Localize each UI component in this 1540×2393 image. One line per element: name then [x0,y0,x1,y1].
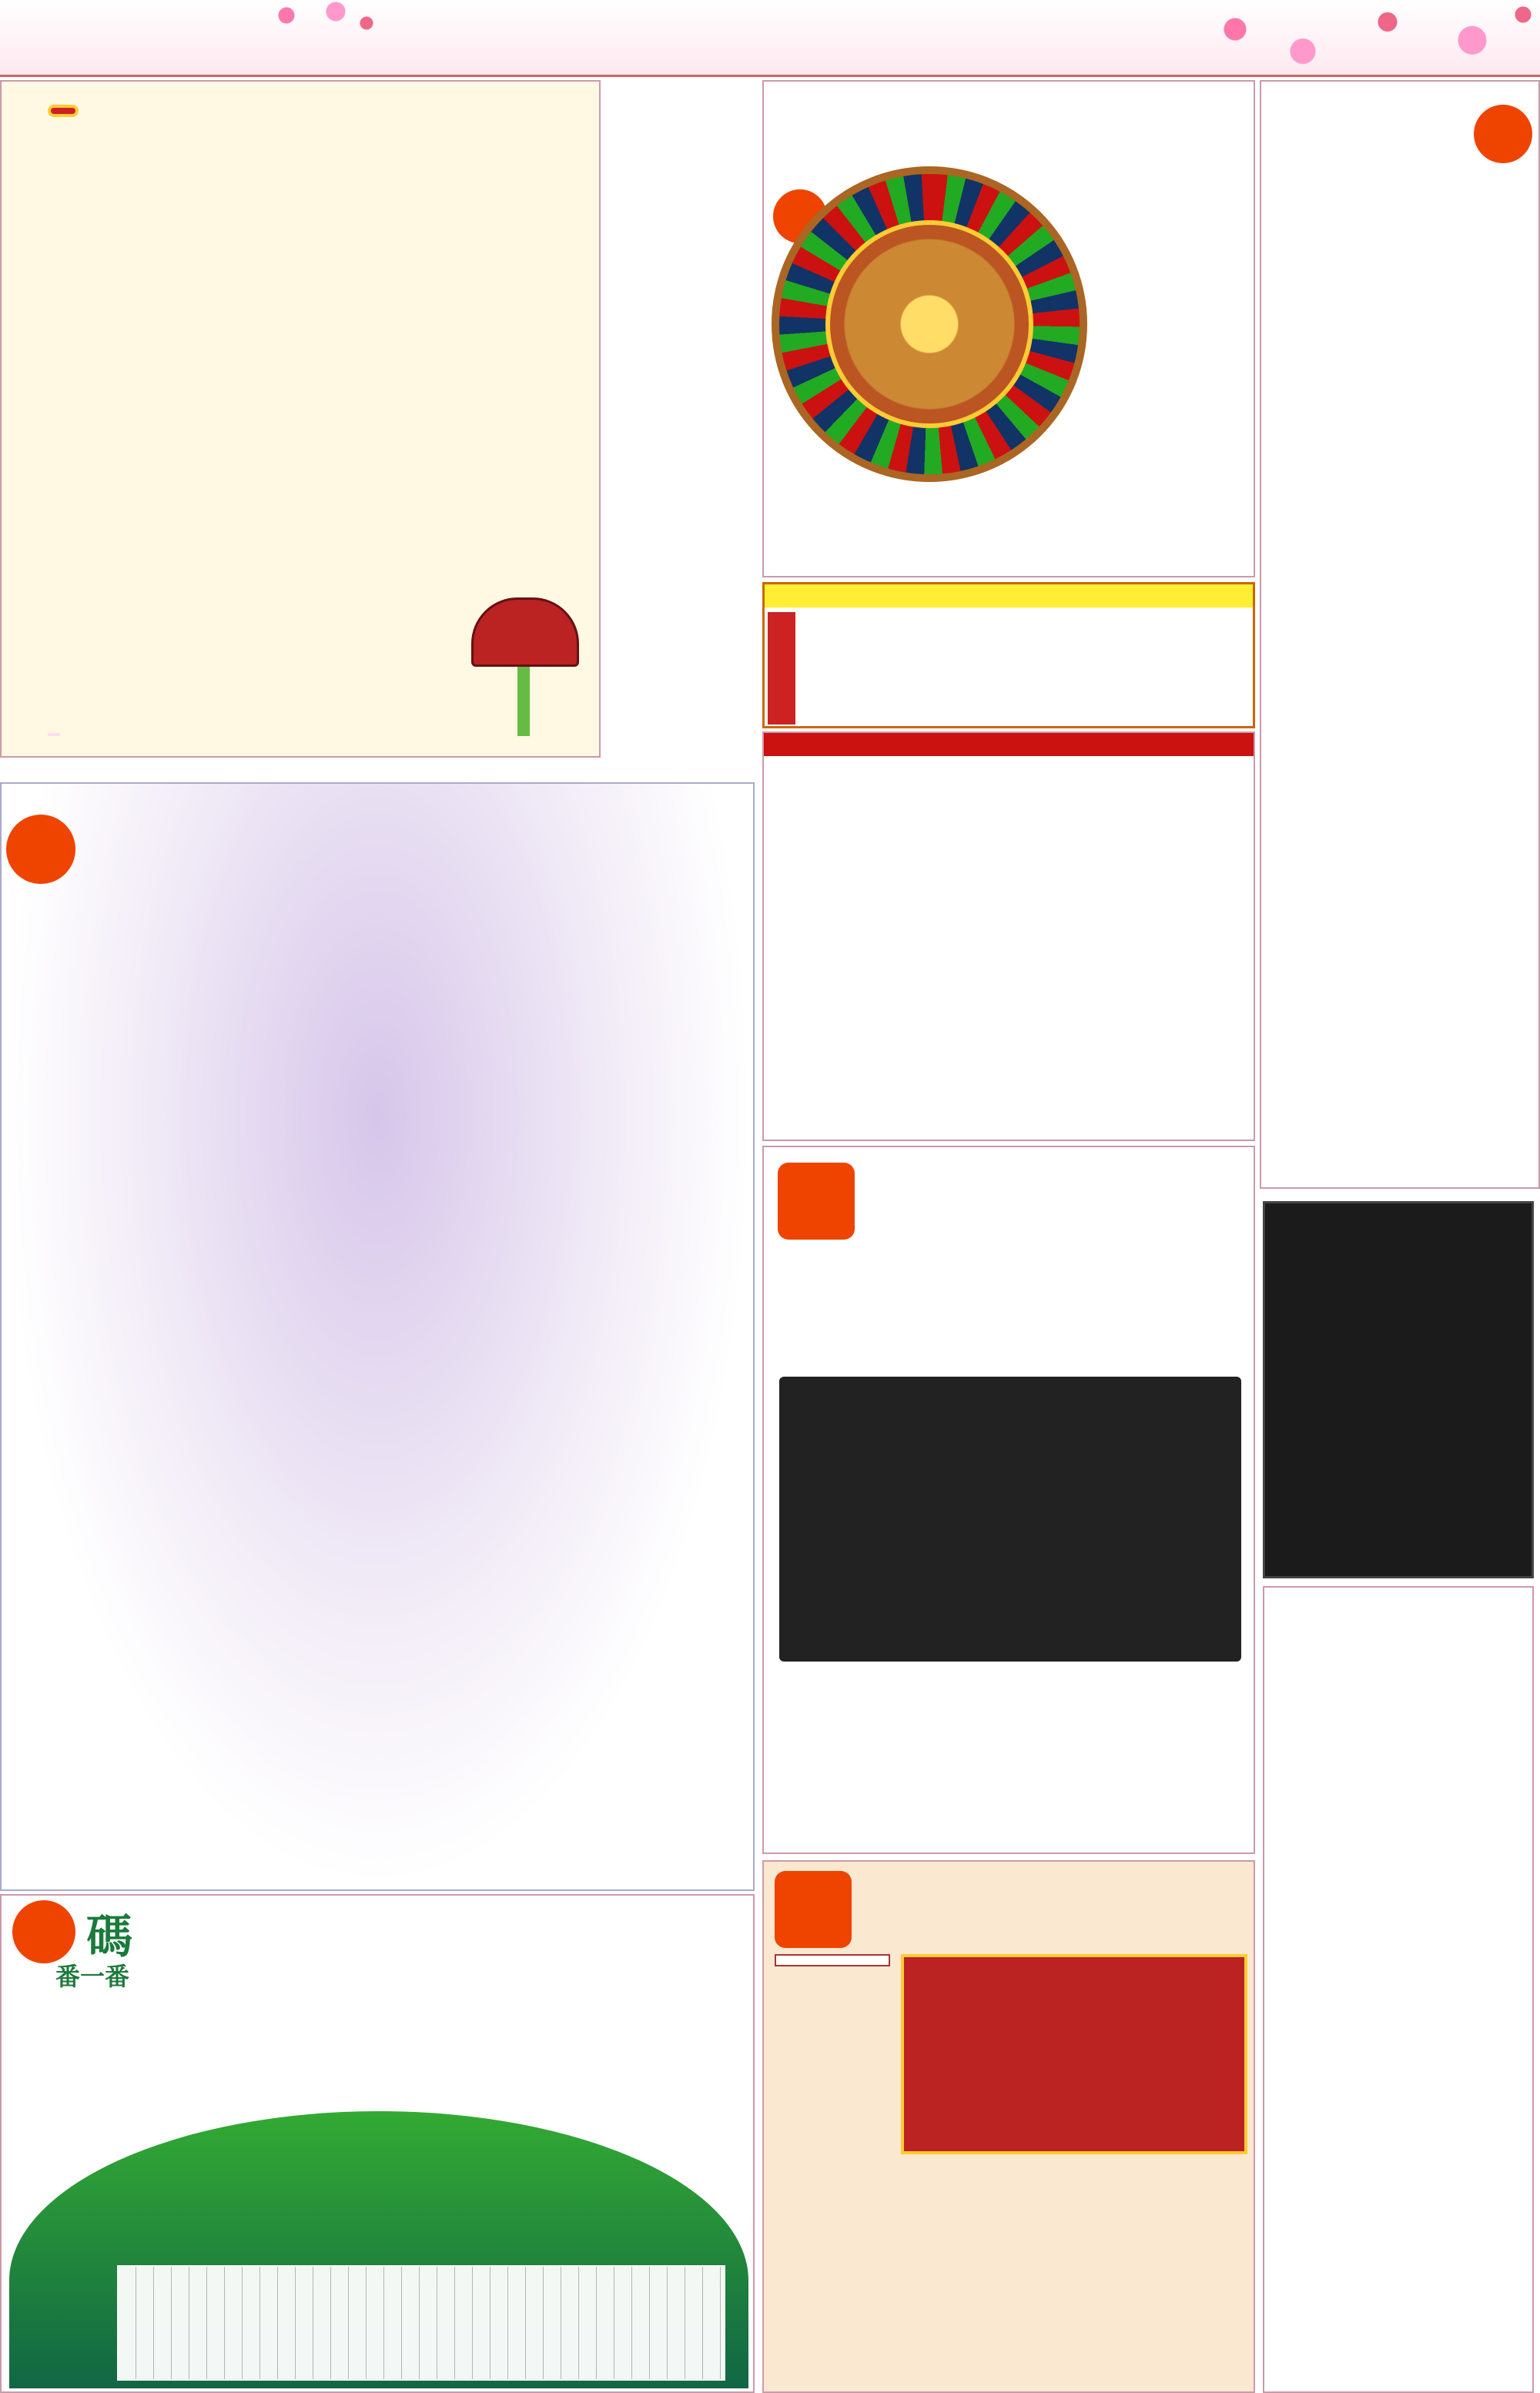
big-balls-bottom [48,1692,725,1846]
reader-note [48,733,60,736]
stone-image [779,1377,1241,1662]
reader-col2 [377,166,594,174]
proverb-section [1263,1586,1534,2393]
wheel-tabs [40,2165,718,2219]
fan-logo-sub: 番一番 [55,1962,130,1991]
big-section [0,782,755,1891]
zodiac-lines [1296,1311,1488,1511]
big-badge [6,815,75,884]
reader-title [48,105,79,117]
brave-badge [775,1871,852,1948]
reader-title-text [48,105,79,117]
colors-side [768,612,795,725]
zodiac-section [1263,1201,1534,1578]
horse-badge [1474,105,1532,163]
header-bar [0,0,1540,77]
brave-grid [901,1954,1247,2154]
stats-section [762,731,1255,1141]
colors-title [765,584,1253,607]
big-text-left [79,1069,379,1079]
reader-section [0,80,601,758]
wheel-grid [117,2265,725,2381]
colors-box [762,582,1255,728]
blossom-decor-right [1201,0,1540,73]
roulette-section [762,80,1255,577]
brave-legend [775,1954,890,1966]
fan-logo: 碼 [86,1910,132,1964]
fan-section [0,1894,755,2393]
horse-balls [1269,1067,1538,1183]
reader-col1 [9,166,363,177]
fan-wheel [9,2111,748,2388]
proverb-text [1272,1742,1528,2373]
roulette-wheel [772,166,1087,482]
big-text-right [394,1069,733,1079]
big-balls-top [117,876,733,1053]
ad-strip-2[interactable] [0,762,755,782]
stats-title [764,733,1254,756]
roulette-text [1095,166,1249,172]
stone-section [762,1146,1255,1854]
horse-text-2 [1267,605,1537,913]
stone-badge [778,1163,855,1240]
fan-badge [12,1900,75,1963]
blossom-decor-left [262,0,385,38]
horse-section [1260,80,1540,1189]
brave-section [762,1860,1255,2393]
mailbox-image [464,582,594,736]
horse-text-1 [1267,174,1537,590]
